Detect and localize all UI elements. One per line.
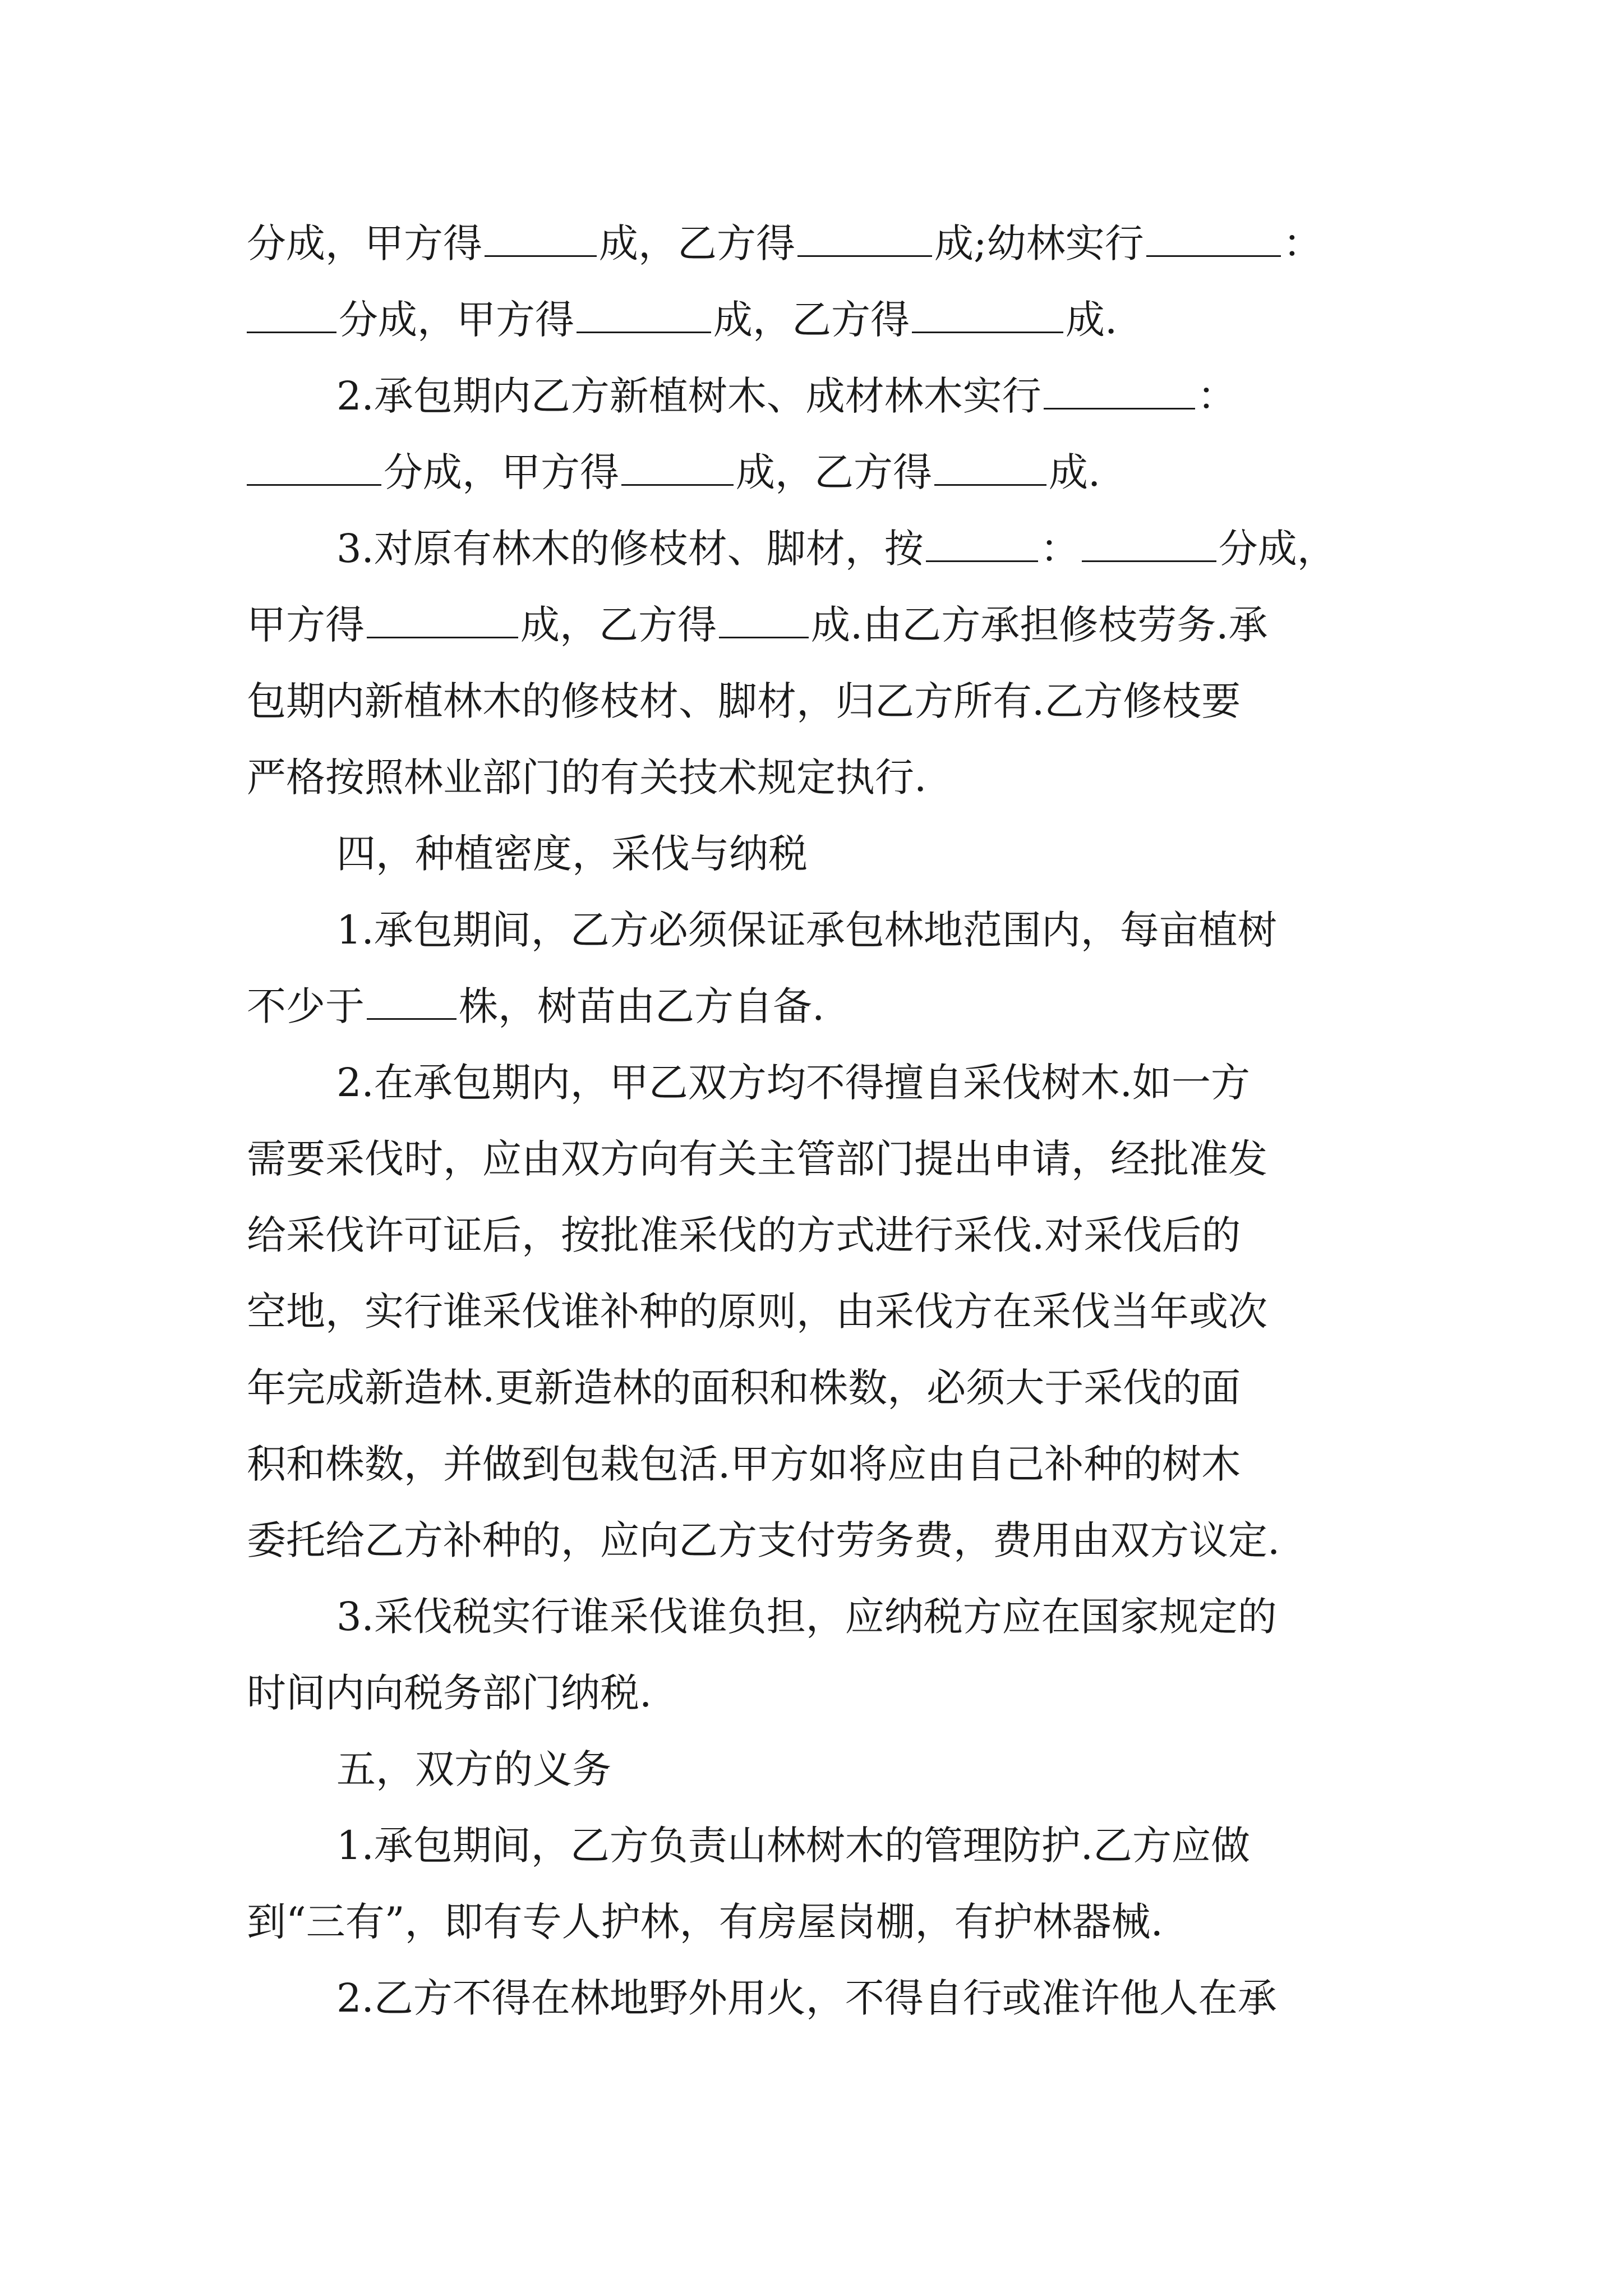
text-line-11 [247,978,1380,1034]
line-11-seg-a: 不少于 [247,983,365,1029]
line-8-text: 严格按照林业部门的有关技术规定执行. [247,754,927,800]
text-line-1 [247,215,1380,272]
line-18-text: 委托给乙方补种的，应向乙方支付劳务费，费用由双方议定. [247,1517,1280,1563]
line-14-text: 给采伐许可证后，按批准采伐的方式进行采伐.对采伐后的 [247,1212,1241,1258]
line-20-text: 时间内向税务部门纳税. [247,1670,652,1716]
text-line-5 [336,521,1380,577]
line-19-text: 3.采伐税实行谁采伐谁负担，应纳税方应在国家规定的 [336,1594,1277,1640]
line-6-seg-c: 成.由乙方承担修枝劳务.承 [811,602,1268,648]
line-1-seg-d: ： [1283,220,1322,266]
fill-blank [247,292,336,333]
section-heading-4-text: 四，种植密度，采伐与纳税 [336,831,808,877]
line-24-text: 2.乙方不得在林地野外用火，不得自行或准许他人在承 [336,1975,1277,2021]
line-16-text: 年完成新造林.更新造林的面积和株数，必须大于采伐的面 [247,1365,1241,1411]
line-4-seg-a: 分成，甲方得 [384,449,619,495]
line-7-text: 包期内新植林木的修枝材、脚材，归乙方所有.乙方修枝要 [247,678,1241,724]
line-5-seg-c: 分成， [1218,526,1336,572]
text-line-8 [247,749,1380,806]
section-heading-4 [336,826,1380,882]
line-11-seg-b: 株，树苗由乙方自备. [459,983,825,1029]
fill-blank [719,597,809,638]
line-15-text: 空地，实行谁采伐谁补种的原则，由采伐方在采伐当年或次 [247,1289,1267,1335]
text-line-17 [247,1436,1380,1492]
line-17-text: 积和株数，并做到包栽包活.甲方如将应由自己补种的树木 [247,1441,1241,1487]
line-4-seg-c: 成. [1049,449,1101,495]
text-line-24 [336,1970,1380,2026]
text-line-16 [247,1360,1380,1416]
text-line-10 [336,902,1380,958]
text-line-2 [247,292,1380,348]
section-heading-5-text: 五，双方的义务 [336,1746,611,1792]
line-1-seg-c: 成;幼林实行 [934,220,1144,266]
fill-blank [577,292,711,333]
line-10-text: 1.承包期间，乙方必须保证承包林地范围内，每亩植树 [336,907,1277,953]
text-line-23 [247,1894,1380,1950]
text-line-19 [336,1589,1380,1645]
line-2-seg-c: 成. [1066,297,1118,343]
fill-blank [247,445,381,486]
fill-blank [934,445,1046,486]
fill-blank [367,979,457,1020]
text-line-14 [247,1207,1380,1263]
fill-blank [621,445,734,486]
fill-blank [367,597,518,638]
line-2-seg-a: 分成，甲方得 [339,297,574,343]
line-22-text: 1.承包期间，乙方负责山林树木的管理防护.乙方应做 [336,1823,1251,1869]
text-line-4 [247,444,1380,500]
line-6-seg-a: 甲方得 [247,602,365,648]
fill-blank [912,292,1063,333]
text-line-20 [247,1665,1380,1721]
fill-blank [1044,369,1195,409]
line-1-seg-a: 分成，甲方得 [247,220,482,266]
line-5-seg-a: 3.对原有林木的修枝材、脚材，按 [336,526,924,572]
text-line-22 [336,1818,1380,1874]
fill-blank [797,216,932,257]
fill-blank [1082,521,1216,562]
line-3-seg-b: ： [1197,373,1237,419]
text-line-12 [336,1055,1380,1111]
line-1-seg-b: 成，乙方得 [599,220,795,266]
section-heading-5 [336,1741,1380,1797]
line-5-seg-b: ： [1040,526,1080,572]
text-line-7 [247,673,1380,729]
line-12-text: 2.在承包期内，甲乙双方均不得擅自采伐树木.如一方 [336,1060,1251,1106]
fill-blank [926,521,1038,562]
line-3-seg-a: 2.承包期内乙方新植树木、成材林木实行 [336,373,1041,419]
line-6-seg-b: 成，乙方得 [520,602,717,648]
fill-blank [485,216,597,257]
text-line-15 [247,1283,1380,1340]
line-13-text: 需要采伐时，应由双方向有关主管部门提出申请，经批准发 [247,1136,1267,1182]
line-2-seg-b: 成，乙方得 [713,297,910,343]
text-line-6 [247,597,1380,653]
line-4-seg-b: 成，乙方得 [736,449,932,495]
line-23-text: 到“三有”，即有专人护林，有房屋岗棚，有护林器械. [247,1899,1163,1945]
fill-blank [1146,216,1281,257]
text-line-3 [336,368,1380,424]
text-line-13 [247,1131,1380,1187]
text-line-18 [247,1512,1380,1568]
